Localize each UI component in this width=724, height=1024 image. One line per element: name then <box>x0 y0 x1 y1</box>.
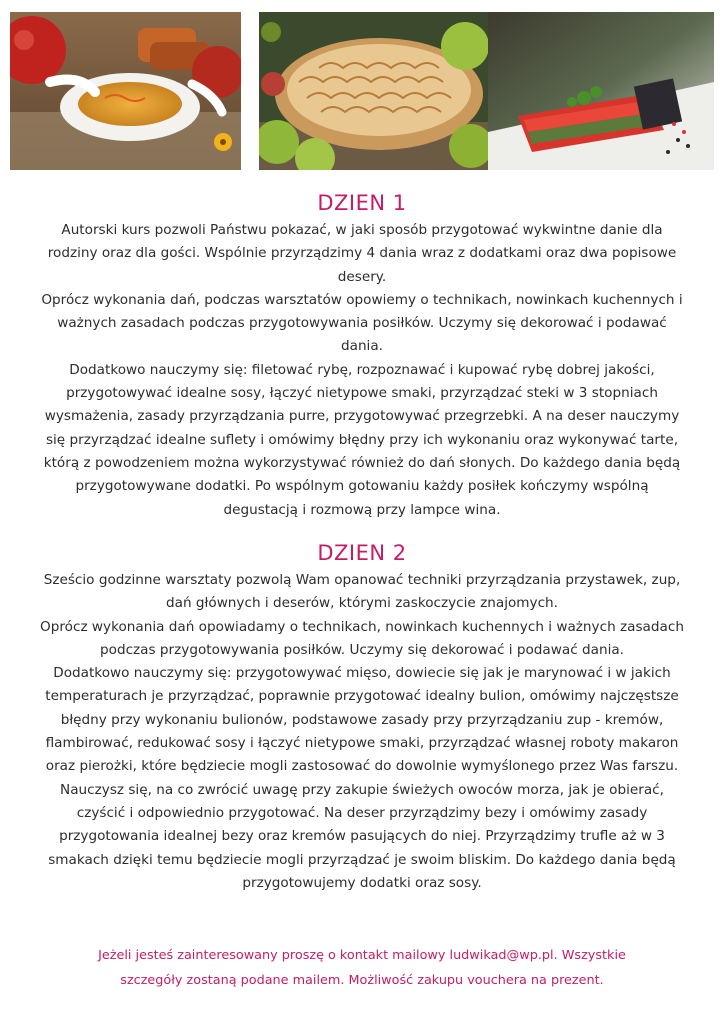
contact-line-1: Jeżeli jesteś zainteresowany proszę o kontakt mailowy ludwikad@wp.pl. Wszystkie <box>98 948 626 963</box>
day-1-section <box>40 188 684 522</box>
day-1-paragraph: Autorski kurs pozwoli Państwu pokazać, w jaki sposób przygotować wykwintne danie dla rodziny oraz dla gości. Wspólnie przyrządzimy 4 dania wraz z dodatkami oraz dwa popisowe desery. <box>47 222 677 285</box>
day-2-title: DZIEN 2 <box>317 541 407 565</box>
photo-strip <box>10 12 714 170</box>
day-1-paragraph: Oprócz wykonania dań, podczas warsztatów opowiemy o technikach, nowinkach kuchennych i ważnych zasadach podczas przygotowywania posiłków. Uczymy się dekorować i podawać dania. <box>41 291 683 355</box>
day-2-paragraph: Dodatkowo nauczymy się: przygotowywać mięso, dowiecie się jak je marynować i w jakich temperaturach je przyrządzać, poprawnie przygotować idealny bulion, omówimy najczęstsze błędny przy wykonaniu bulionów, podstawowe zasady przy przyrządzaniu zup - kremów, flambirować, redukować sosy i łączyć nietypowe smaki, przyrządzać własnej roboty makaron oraz pierożki, które będziecie mogli zastosować do dowolnie wymyślonego przez Was farszu. Nauczysz się, na co zwrócić uwagę przy zakupie świeżych owoców morza, jak je obierać, czyścić i odpowiednio przygotować. Na deser przyrządzimy bezy i omówimy zasady przygotowania idealnej bezy oraz kremów pasujących do niej. Przyrządzimy trufle aż w 3 smakach dzięki temu będziecie mogli przyrządzać je swoim bliskim. Do każdego dania będą przygotowujemy dodatki oraz sosy. <box>45 665 679 891</box>
contact-line-2: szczegóły zostaną podane mailem. Możliwość zakupu vouchera na prezent. <box>120 973 604 988</box>
contact-footer <box>40 943 684 993</box>
day-1-title: DZIEN 1 <box>317 191 407 215</box>
day-2-section <box>40 538 684 895</box>
day-2-paragraph: Oprócz wykonania dań opowiadamy o technikach, nowinkach kuchennych i ważnych zasadach podczas przygotowywania posiłków. Uczymy się dekorować i podawać dania. <box>40 618 684 658</box>
tartare-photo <box>488 12 714 170</box>
day-1-paragraph: Dodatkowo nauczymy się: filetować rybę, rozpoznawać i kupować rybę dobrej jakości, przygotowywać idealne sosy, łączyć nietypowe smaki, przyrządzać steki w 3 stopniach wysmażenia, zasady przyrządzania purre, przygotowywać przegrzebki. A na deser nauczymy się przyrządzać idealne suflety i omówimy błędny przy ich wykonaniu oraz wykonywać tarte, którą z powodzeniem można wykorzystywać również do dań słonych. Do każdego dania będą przygotowywane dodatki. Po wspólnym gotowaniu każdy posiłek kończymy wspólną degustacją i rozmową przy lampce wina. <box>43 361 681 518</box>
day-2-paragraph: Sześcio godzinne warsztaty pozwolą Wam opanować techniki przyrządzania przystawek, zup, dań głównych i deserów, którymi zaskoczycie znajomych. <box>43 572 681 612</box>
apple-tart-photo <box>259 12 489 170</box>
soup-photo <box>10 12 241 170</box>
